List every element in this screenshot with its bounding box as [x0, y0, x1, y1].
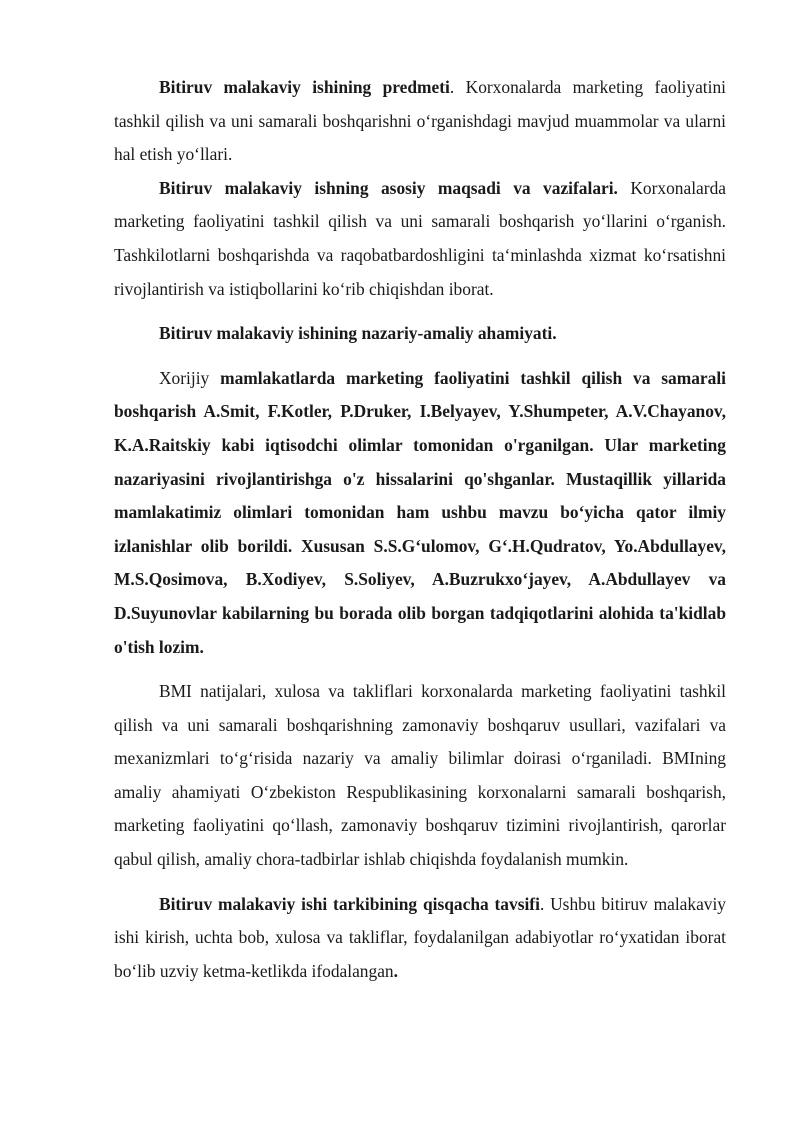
paragraph-goals	[114, 172, 726, 306]
paragraph-structure	[114, 888, 726, 989]
paragraph-heading: Bitiruv malakaviy ishining nazariy-amaliy ahamiyati.	[159, 323, 557, 344]
paragraph-significance-heading	[114, 317, 726, 351]
paragraph-text: . Korxonalarda marketing faoliyatini tashkil qilish va uni samarali boshqarishni o‘rganishdagi mavjud muammolar va ularni hal etish yo‘llari.	[114, 77, 726, 165]
paragraph-heading: Bitiruv malakaviy ishi tarkibining qisqacha tavsifi	[159, 893, 540, 914]
paragraph-heading: Bitiruv malakaviy ishning asosiy maqsadi va vazifalari.	[159, 177, 618, 198]
paragraph-results	[114, 675, 726, 877]
paragraph-text: Korxonalarda marketing faoliyatini tashkil qilish va uni samarali boshqarish yo‘llarini o‘rganish. Tashkilotlarni boshqarishda va raqobatbardoshligini ta‘minlashda xizmat ko‘rsatishni rivojlantirish va istiqbollarini ko‘rib chiqishdan iborat.	[114, 177, 726, 299]
paragraph-bold-text: mamlakatlarda marketing faoliyatini tashkil qilish va samarali boshqarish A.Smit, F.Kotler, P.Druker, I.Belyayev, Y.Shumpeter, A.V.Chayanov, K.A.Raitskiy kabi iqtisodchi olimlar tomonidan o'rganilgan. Ular marketing nazariyasini rivojlantirishga o'z hissalarini qo'shganlar. Mustaqillik yillarida mamlakatimiz olimlari tomonidan ham ushbu mavzu bo‘yicha qator ilmiy izlanishlar olib borildi. Xususan S.S.G‘ulomov, G‘.H.Qudratov, Yo.Abdullayev, M.S.Qosimova, B.Xodiyev, S.Soliyev, A.Buzrukxo‘jayev, A.Abdullayev va D.Suyunovlar kabilarning bu borada olib borgan tadqiqotlarini alohida ta'kidlab o'tish lozim.	[114, 367, 726, 657]
paragraph-text: BMI natijalari, xulosa va takliflari korxonalarda marketing faoliyatini tashkil qilish va uni samarali boshqarishning zamonaviy boshqaruv usullari, vazifalari va mexanizmlari to‘g‘risida nazariy va amaliy bilimlar doirasi o‘rganiladi. BMIning amaliy ahamiyati O‘zbekiston Respublikasining korxonalarni samarali boshqarish, marketing faoliyatini qo‘llash, zamonaviy boshqaruv tizimini rivojlantirish, qarorlar qabul qilish, amaliy chora-tadbirlar ishlab chiqishda foydalanish mumkin.	[114, 681, 726, 870]
paragraph-lead-text: Xorijiy	[159, 367, 221, 388]
paragraph-text: . Ushbu bitiruv malakaviy ishi kirish, uchta bob, xulosa va takliflar, foydalanilgan adabiyotlar ro‘yxatidan iborat bo‘lib uzviy ketma-ketlikda ifodalangan	[114, 893, 727, 981]
paragraph-foreign-research	[114, 362, 726, 664]
paragraph-heading: Bitiruv malakaviy ishining predmeti	[159, 77, 450, 97]
paragraph-subject	[114, 71, 726, 172]
paragraph-final-period: .	[393, 960, 398, 981]
